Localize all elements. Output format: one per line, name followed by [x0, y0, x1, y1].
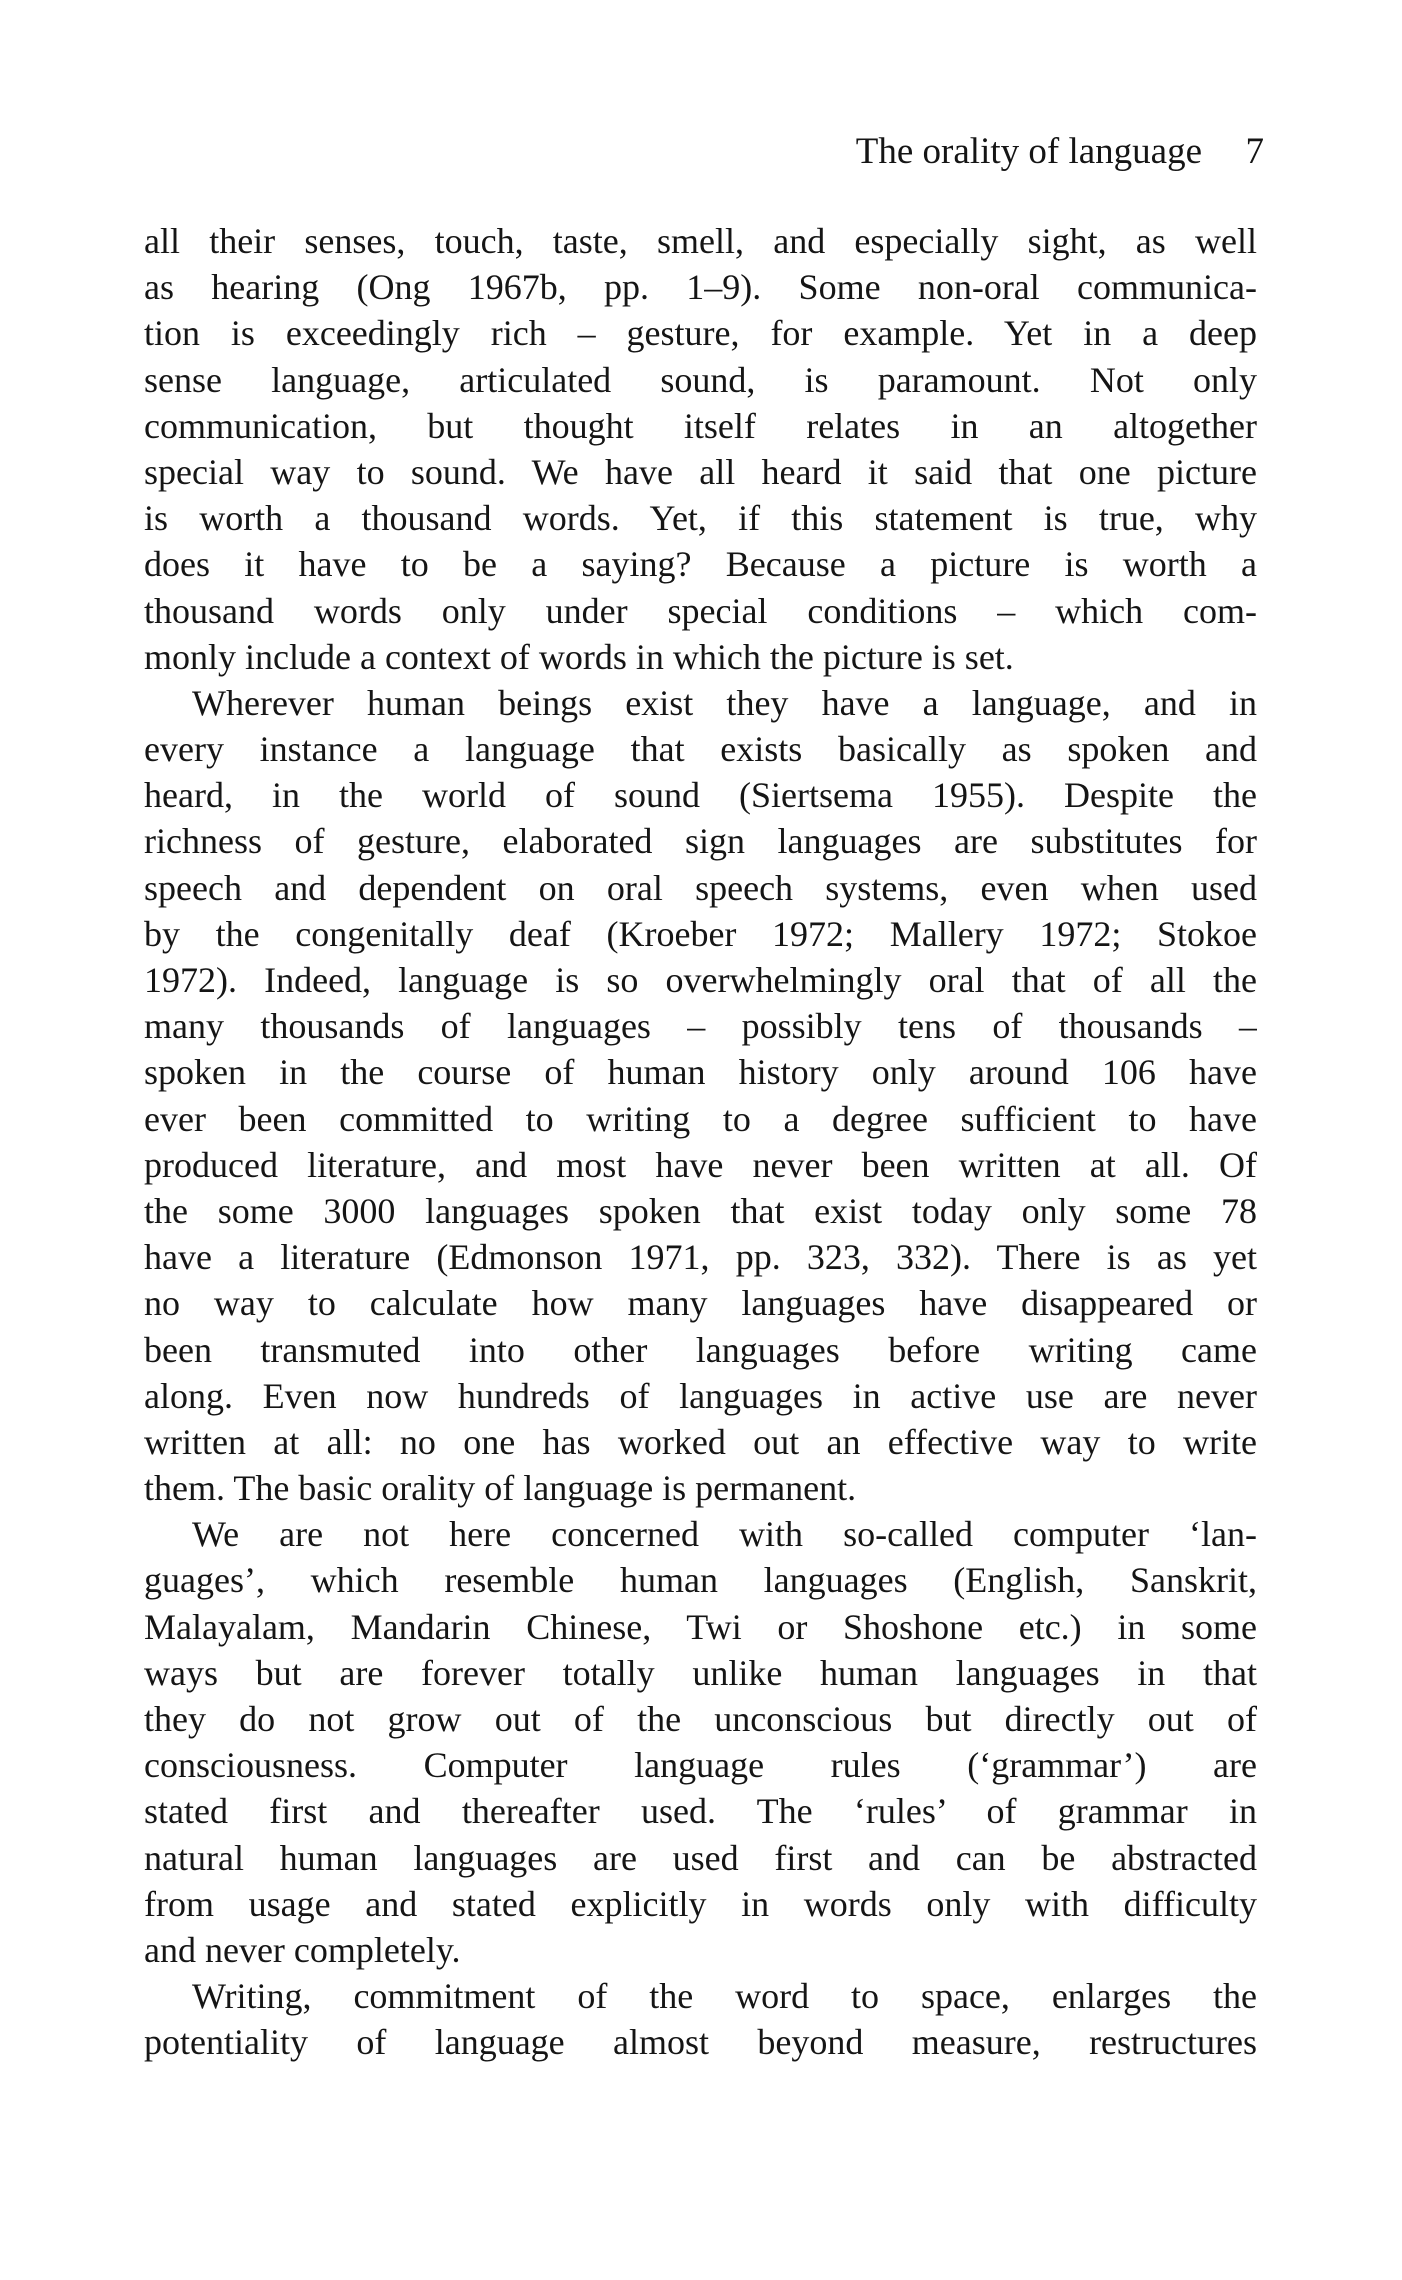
- text-line: thousand words only under special conditions – which com-: [144, 590, 1257, 631]
- text-line: ways but are forever totally unlike human languages in that: [144, 1652, 1257, 1693]
- text-line: sense language, articulated sound, is paramount. Not only: [144, 359, 1257, 400]
- text-line: guages’, which resemble human languages (English, Sanskrit,: [144, 1560, 1257, 1601]
- text-line: stated first and thereafter used. The ‘rules’ of grammar in: [144, 1791, 1257, 1832]
- page-number: 7: [1245, 131, 1264, 172]
- text-line: monly include a context of words in which the picture is set.: [144, 636, 1014, 677]
- text-line: heard, in the world of sound (Siertsema 1955). Despite the: [144, 775, 1257, 816]
- text-line: spoken in the course of human history only around 106 have: [144, 1052, 1257, 1093]
- text-line: they do not grow out of the unconscious but directly out of: [144, 1699, 1257, 1739]
- text-line: ever been committed to writing to a degree sufficient to have: [144, 1098, 1257, 1139]
- text-line: by the congenitally deaf (Kroeber 1972; Mallery 1972; Stokoe: [144, 913, 1257, 954]
- text-line: Malayalam, Mandarin Chinese, Twi or Shoshone etc.) in some: [144, 1606, 1257, 1647]
- text-line: been transmuted into other languages before writing came: [144, 1329, 1257, 1370]
- paragraph-start-line: Writing, commitment of the word to space, enlarges the: [192, 1976, 1257, 2017]
- text-line: and never completely.: [144, 1929, 461, 1970]
- paragraph-start-line: We are not here concerned with so-called computer ‘lan-: [192, 1514, 1257, 1555]
- text-line: many thousands of languages – possibly tens of thousands –: [144, 1006, 1257, 1047]
- text-line: 1972). Indeed, language is so overwhelmingly oral that of all the: [144, 960, 1257, 1000]
- text-line: as hearing (Ong 1967b, pp. 1–9). Some non-oral communica-: [144, 267, 1257, 308]
- text-line: natural human languages are used first and can be abstracted: [144, 1837, 1257, 1878]
- text-line: the some 3000 languages spoken that exist today only some 78: [144, 1190, 1257, 1231]
- text-line: produced literature, and most have never been written at all. Of: [144, 1144, 1257, 1185]
- text-line: from usage and stated explicitly in words only with difficulty: [144, 1883, 1257, 1924]
- text-line: does it have to be a saying? Because a picture is worth a: [144, 544, 1257, 585]
- text-line: along. Even now hundreds of languages in active use are never: [144, 1375, 1257, 1416]
- text-line: written at all: no one has worked out an effective way to write: [144, 1421, 1257, 1462]
- text-line: all their senses, touch, taste, smell, and especially sight, as well: [144, 221, 1257, 261]
- text-line: have a literature (Edmonson 1971, pp. 323, 332). There is as yet: [144, 1237, 1257, 1278]
- text-line: richness of gesture, elaborated sign languages are substitutes for: [144, 821, 1257, 862]
- text-line: no way to calculate how many languages have disappeared or: [144, 1283, 1257, 1324]
- running-title: The orality of language: [855, 131, 1202, 172]
- text-line: special way to sound. We have all heard it said that one picture: [144, 451, 1257, 492]
- running-head: [140, 124, 1264, 180]
- text-line: them. The basic orality of language is permanent.: [144, 1468, 857, 1509]
- text-line: every instance a language that exists basically as spoken and: [144, 729, 1257, 770]
- text-line: speech and dependent on oral speech systems, even when used: [144, 867, 1257, 908]
- paragraph-start-line: Wherever human beings exist they have a language, and in: [192, 682, 1257, 723]
- text-line: communication, but thought itself relates in an altogether: [144, 405, 1257, 446]
- text-line: consciousness. Computer language rules (‘grammar’) are: [144, 1745, 1257, 1786]
- text-line: is worth a thousand words. Yet, if this statement is true, why: [144, 498, 1257, 539]
- text-line: tion is exceedingly rich – gesture, for example. Yet in a deep: [144, 313, 1257, 354]
- body-text: [144, 218, 1257, 2066]
- text-line: potentiality of language almost beyond measure, restructures: [144, 2022, 1257, 2063]
